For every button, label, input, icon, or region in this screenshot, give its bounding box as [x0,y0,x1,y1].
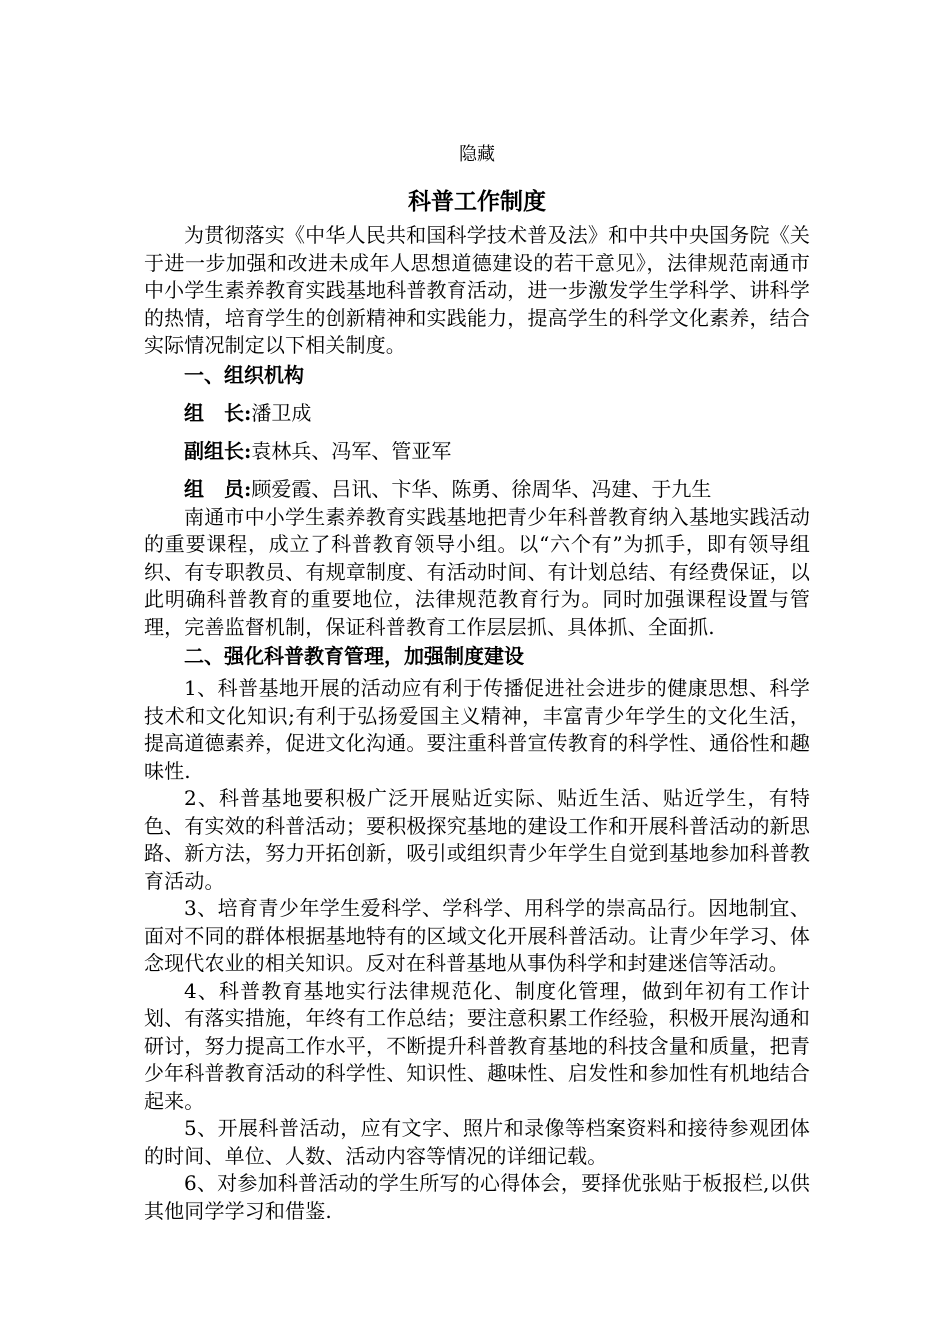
hidden-mark: 隐藏 [459,144,495,165]
leader-role-label: 组 长: [184,400,252,425]
section-2-item-1: 1、科普基地开展的活动应有利于传播促进社会进步的健康思想、科学技术和文化知识;有利于弘扬爱国主义精神，丰富青少年学生的文化生活，提高道德素养，促进文化沟通。要注重科普宣传教育的科学性、通俗性和趣味性. [144,676,810,783]
deputy-role-label: 副组长: [184,438,252,463]
deputy-row [144,436,810,466]
section-2-item-5: 5、开展科普活动，应有文字、照片和录像等档案资料和接待参观团体的时间、单位、人数、活动内容等情况的详细记载。 [144,1116,810,1168]
section-1-body: 南通市中小学生素养教育实践基地把青少年科普教育纳入基地实践活动的重要课程，成立了科普教育领导小组。以“六个有”为抓手，即有领导组织、有专职教员、有规章制度、有活动时间、有计划总结、有经费保证，以此明确科普教育的重要地位，法律规范教育行为。同时加强课程设置与管理，完善监督机制，保证科普教育工作层层抓、具体抓、全面抓. [144,504,810,639]
section-2-item-4: 4、科普教育基地实行法律规范化、制度化管理，做到年初有工作计划、有落实措施，年终有工作总结；要注意积累工作经验，积极开展沟通和研讨，努力提高工作水平，不断提升科普教育基地的科技含量和质量，把青少年科普教育活动的科学性、知识性、趣味性、启发性和参加性有机地结合起来。 [144,978,810,1113]
leader-names: 潘卫成 [251,400,312,425]
member-role-label: 组 员: [184,476,252,501]
section-2-item-3: 3、培育青少年学生爱科学、学科学、用科学的崇高品行。因地制宜、面对不同的群体根据基地特有的区域文化开展科普活动。让青少年学习、体念现代农业的相关知识。反对在科普基地从事伪科学和封建迷信等活动。 [144,896,810,975]
section-2-item-2: 2、科普基地要积极广泛开展贴近实际、贴近生活、贴近学生，有特色、有实效的科普活动；要积极探究基地的建设工作和开展科普活动的新思路、新方法，努力开拓创新，吸引或组织青少年学生自觉到基地参加科普教育活动。 [144,786,810,893]
member-row [144,474,810,504]
deputy-names: 袁林兵、冯军、管亚军 [251,438,452,463]
document-title: 科普工作制度 [408,189,546,215]
section-2-item-6: 6、对参加科普活动的学生所写的心得体会，要择优张贴于板报栏,以供其他同学学习和借鉴. [144,1171,810,1223]
section-1-heading: 一、组织机构 [184,362,304,387]
member-names: 顾爱霞、吕讯、卞华、陈勇、徐周华、冯建、于九生 [251,476,712,501]
section-2-heading: 二、强化科普教育管理，加强制度建设 [184,644,524,668]
leader-row [144,398,810,428]
document-page [144,140,810,1225]
intro-paragraph: 为贯彻落实《中华人民共和国科学技术普及法》和中共中央国务院《关于进一步加强和改进未成年人思想道德建设的若干意见》，法律规范南通市中小学生素养教育实践基地科普教育活动，进一步激发学生学科学、讲科学的热情，培育学生的创新精神和实践能力，提高学生的科学文化素养，结合实际情况制定以下相关制度。 [144,223,810,357]
